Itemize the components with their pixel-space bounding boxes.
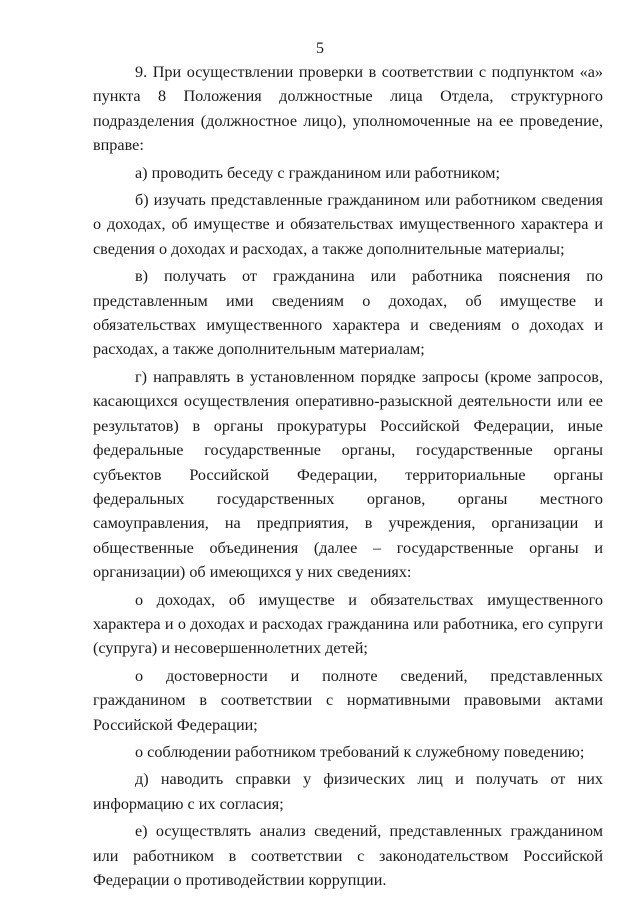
paragraph-g-conduct: о соблюдении работником требований к служебному поведению;: [135, 742, 585, 761]
paragraph-a: а) проводить беседу с гражданином или работником;: [135, 163, 501, 182]
paragraph-d: д) наводить справки у физических лиц и получать от них информацию с их согласия;: [93, 770, 603, 813]
paragraph-g-accuracy: о достоверности и полноте сведений, представленных гражданином в соответствии с нормативными правовыми актами Российской Федерации;: [93, 666, 603, 734]
paragraph-e: е) осуществлять анализ сведений, представленных гражданином или работником в соответствии с законодательством Российской Федерации о противодействии коррупции.: [93, 822, 603, 889]
paragraph-g: г) направлять в установленном порядке запросы (кроме запросов, касающихся осуществления оперативно-разыскной деятельности или ее результатов) в органы прокуратуры Российской Федерации, иные федеральные государственные органы, государственные органы субъектов Российской Федерации, территориальные органы федеральных государственных органов, органы местного самоуправления, на предприятия, в учреждения, организации и общественные объединения (далее – государственные органы и организации) об имеющихся у них сведениях:: [93, 367, 603, 582]
document-body: [93, 60, 603, 895]
paragraph-v: в) получать от гражданина или работника пояснения по представленным ими сведениям о доходах, об имуществе и обязательствах имущественного характера и сведениям о доходах и расходах, а также дополнительным материалам;: [93, 267, 603, 359]
paragraph-g-income: о доходах, об имуществе и обязательствах имущественного характера и о доходах и расходах гражданина или работника, его супруги (супруга) и несовершеннолетних детей;: [93, 590, 603, 658]
paragraph-9: 9. При осуществлении проверки в соответствии с подпунктом «а» пункта 8 Положения должностные лица Отдела, структурного подразделения (должностное лицо), уполномоченные на ее проведение, вправе:: [93, 63, 603, 155]
page-number: 5: [316, 40, 324, 57]
paragraph-b: б) изучать представленные гражданином или работником сведения о доходах, об имуществе и обязательствах имущественного характера и сведения о доходах и расходах, а также дополнительные материалы;: [93, 191, 603, 258]
